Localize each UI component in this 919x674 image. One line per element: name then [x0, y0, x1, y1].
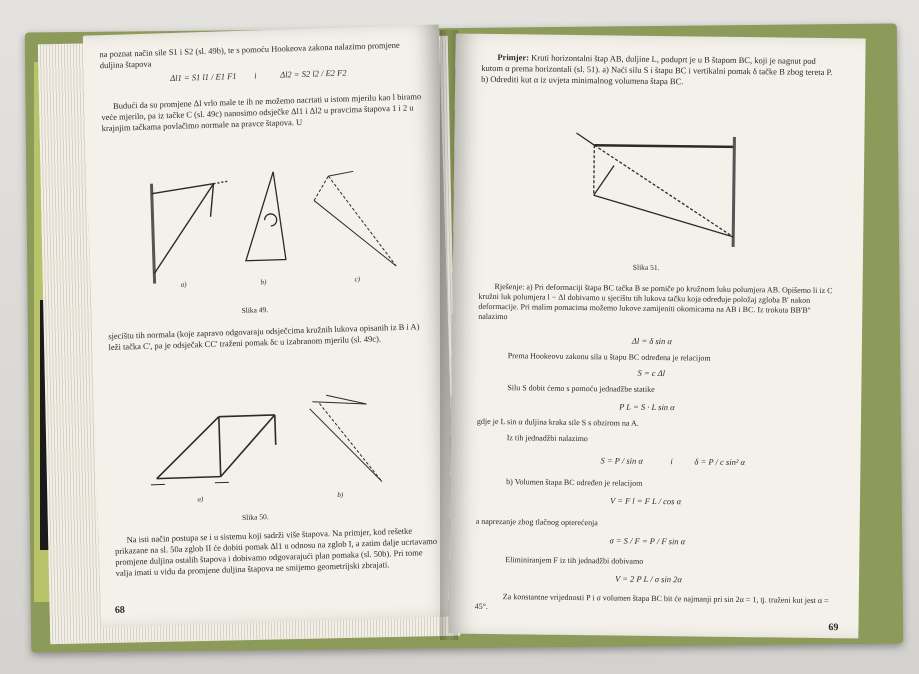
eq-s-c-delta-l: S = c Δl — [637, 367, 666, 379]
fig50a-letter-a: a) — [197, 495, 204, 504]
fig50b-displacement-plan — [309, 394, 382, 484]
figure-49 — [123, 156, 407, 305]
figure-51 — [553, 125, 755, 257]
text-hooke: Prema Hookeovu zakonu sila u štapu BC određena je relacijom — [507, 351, 711, 363]
text-arm: gdje je L sin α duljina kraka sile S s obzirom na A. — [476, 416, 639, 428]
fig51-structure — [575, 133, 734, 247]
fig49b-letter-b: b) — [260, 278, 267, 287]
formula-conjunction: i — [253, 70, 257, 81]
fig49c-displacement-plan — [313, 170, 396, 268]
fig49a-letter-a: a) — [180, 280, 187, 289]
formula-delta-l1: Δl1 = S1 l1 / E1 F1 — [170, 70, 237, 84]
text-stress: a naprezanje zbog tlačnog opterećenja — [475, 516, 598, 528]
text-statics: Silu S dobit ćemo s pomoću jednadžbe statike — [507, 383, 655, 394]
figure-50 — [134, 381, 418, 510]
fig49a-truss — [151, 181, 230, 283]
fig50b-letter-b: b) — [337, 490, 344, 499]
fig49b-force-triangle — [243, 172, 286, 261]
eq-s-result: S = P / sin α — [600, 455, 643, 466]
fig49c-letter-c: c) — [354, 275, 361, 284]
left-page — [83, 25, 457, 628]
eq-stress: σ = S / F = P / F sin α — [609, 535, 686, 547]
left-intro-text: na poznat način sile S1 i S2 (sl. 49b), te s pomoću Hookeova zakona nalazimo promjene duljina štapova — [99, 39, 400, 71]
example-text — [481, 52, 837, 89]
eq-volume: V = F l = F L / cos α — [609, 495, 682, 507]
right-page-number: 69 — [828, 622, 839, 634]
fig50a-truss — [149, 415, 277, 485]
text-eliminate: Eliminiranjem F iz tih jednadžbi dobivamo — [505, 555, 644, 566]
text-from-equations: Iz tih jednadžbi nalazimo — [506, 433, 588, 444]
left-page-number: 68 — [114, 604, 126, 617]
right-page — [448, 34, 865, 639]
left-paragraph-2: sjecištu tih normala (koje zapravo odgovaraju odsječcima kružnih lukova opisanih iz B i A) leži tačka C', pa je odsječak CC' traženi pomak δc u izabranom mjerilu (sl. 49c). — [108, 321, 420, 353]
solution-text: Rješenje: a) Pri deformaciji štapa BC tačka B se pomiče po kružnom luku polumjera AB. Opišemo li iz C kružni luk polumjera l − Δl dobivamo u sjecištu tih lukova tačku koja određuje položaj zgloba B' nakon deformacije. Pri malim pomacima možemo lukove zamijeniti okomicama na AB i BC. Iz trokuta BB'B'' nalazimo — [478, 282, 833, 322]
eq-delta-result: δ = P / c sin² α — [694, 456, 746, 468]
eq-delta-l: Δl = δ sin α — [631, 335, 672, 347]
figure-49-caption: Slika 49. — [241, 305, 269, 315]
eq-statics: P L = S · L sin α — [619, 401, 675, 413]
text-volume: b) Volumen štapa BC određen je relacijom — [506, 477, 643, 488]
figure-51-caption: Slika 51. — [632, 262, 660, 273]
text-final-result: Za konstantne vrijednosti P i σ volumen štapa BC bit će najmanji pri sin 2α = 1, tj. traženi kut jest α = 45°. — [474, 592, 829, 611]
left-paragraph-1: Budući da su promjene Δl vrlo male te ih ne možemo nacrtati u istom mjerilu kao l biramo veće mjerilo, pa iz tačke C (sl. 49c) nanosimo odsječke Δl1 i Δl2 u pravcima štapova 1 i 2 u krajnjim tačkama povlačimo normale na pravce štapova. U — [101, 91, 422, 134]
example-label: Primjer: — [497, 52, 530, 63]
left-paragraph-3: Na isti način postupa se i u sistemu koji sadrži više štapova. Na primjer, kod rešetke prikazane na sl. 50a zglob II će dobiti pomak Δl1 u odnosu na zglob I, a zatim dalje ucrtavamo promjene duljina ostalih štapova i dobivamo odgovarajući plan pomaka (sl. 50b). Pri tome valja imati u vidu da promjene duljina štapova ne smijemo geometrijski zbrajati. — [114, 525, 438, 578]
eq-volume-final: V = 2 P L / σ sin 2α — [614, 573, 682, 585]
formula-delta-l2: Δl2 = S2 l2 / E2 F2 — [279, 67, 347, 80]
eq-result-conjunction: i — [670, 456, 673, 467]
figure-50-caption: Slika 50. — [241, 512, 269, 522]
example-body: Kruti horizontalni štap AB, duljine L, poduprt je u B štapom BC, koji je nagnut pod kutom α prema horizontali (sl. 51). a) Naći silu S i štapu BC i vertikalni pomak δ tačke B zbog tereta P. b) Odrediti kut α iz uvjeta minimalnog volumena štapa BC. — [481, 52, 833, 87]
